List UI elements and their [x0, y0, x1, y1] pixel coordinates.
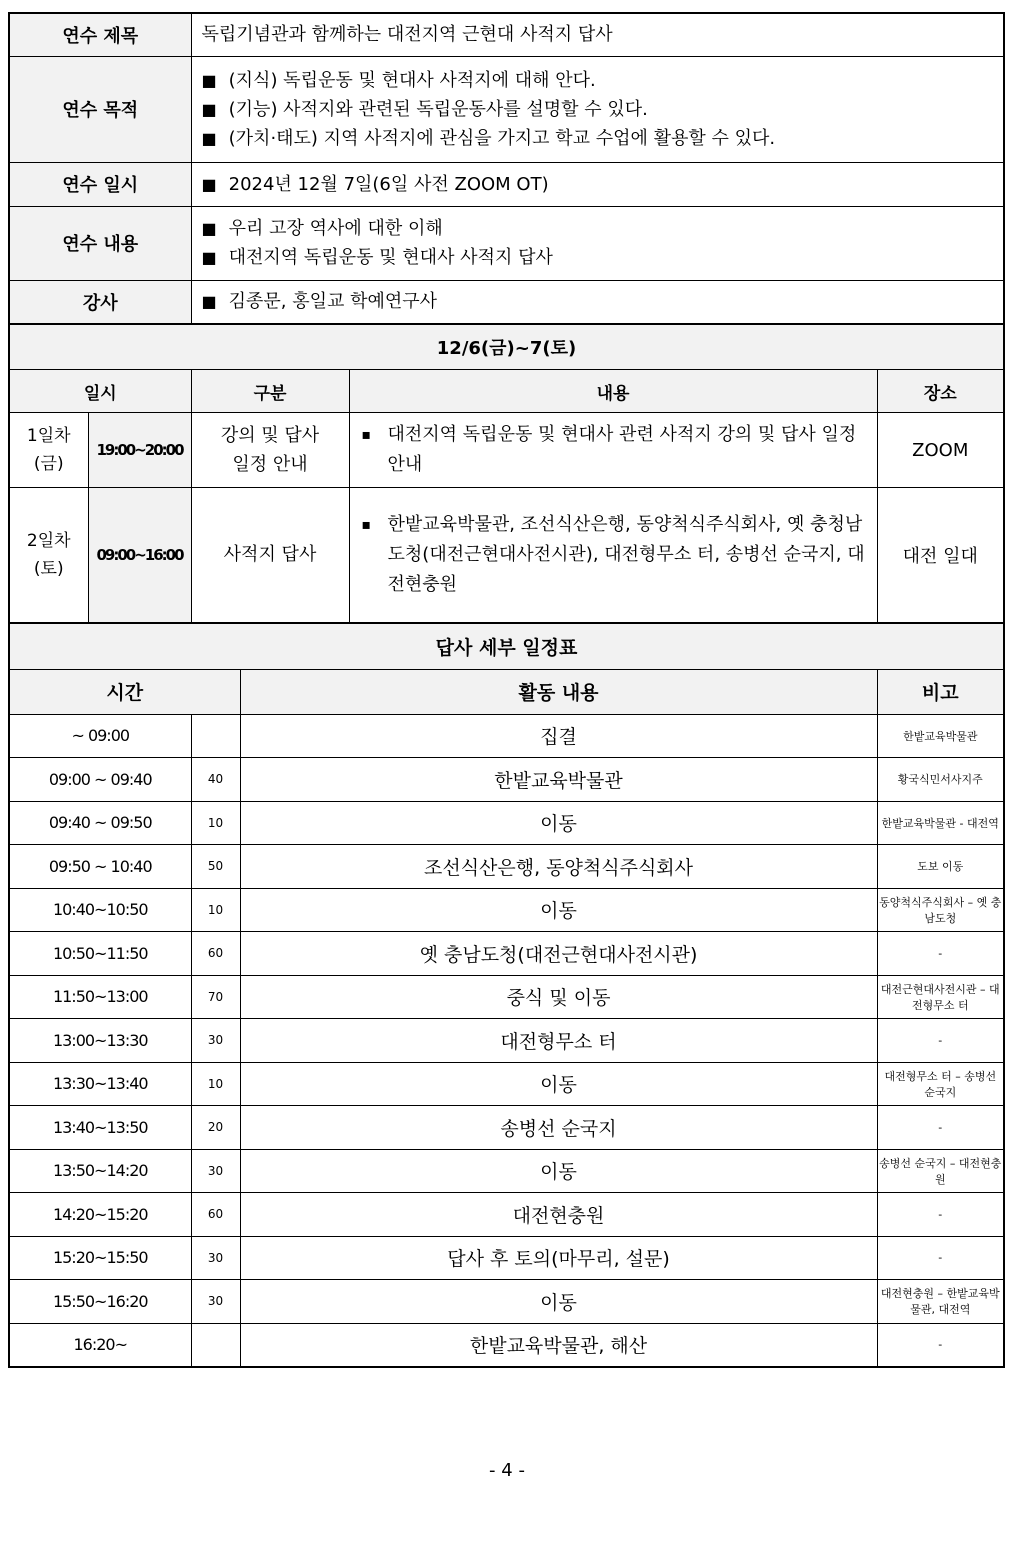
- detail-minutes: 70: [191, 975, 240, 1019]
- schedule-row: [9, 413, 1004, 488]
- info-line: ■ (가치·태도) 지역 사적지에 관심을 가지고 학교 수업에 활용할 수 있다.: [202, 124, 994, 153]
- detail-activity: 이동: [240, 888, 877, 932]
- detail-activity: 이동: [240, 1280, 877, 1324]
- detail-note: -: [877, 1236, 1004, 1280]
- detail-row: [9, 1323, 1004, 1367]
- schedule-day: [9, 413, 88, 488]
- info-label: 연수 일시: [9, 162, 191, 206]
- info-label: 연수 내용: [9, 206, 191, 280]
- detail-header-note: 비고: [877, 669, 1004, 714]
- schedule-content-text: 대전지역 독립운동 및 현대사 관련 사적지 강의 및 답사 일정 안내: [387, 424, 857, 475]
- schedule-day-weekday: (금): [33, 454, 64, 474]
- info-value: [191, 162, 1004, 206]
- info-line: ■ 2024년 12월 7일(6일 사전 ZOOM OT): [202, 170, 994, 199]
- detail-note: 한밭교육박물관: [877, 714, 1004, 758]
- schedule-section: [9, 324, 1004, 623]
- detail-note: 황국식민서사지주: [877, 758, 1004, 802]
- detail-time: 11:50~13:00: [9, 975, 191, 1019]
- detail-minutes: 60: [191, 1193, 240, 1237]
- info-row-date: [9, 162, 1004, 206]
- info-section: [9, 13, 1004, 324]
- detail-note: 동양척식주식회사 – 옛 충남도청: [877, 888, 1004, 932]
- detail-note: -: [877, 1019, 1004, 1063]
- detail-activity: 한밭교육박물관, 해산: [240, 1323, 877, 1367]
- detail-header-row: [9, 669, 1004, 714]
- schedule-day-weekday: (토): [33, 558, 64, 579]
- info-value: [191, 13, 1004, 56]
- info-line: 독립기념관과 함께하는 대전지역 근현대 사적지 답사: [201, 24, 613, 46]
- detail-time: 13:30~13:40: [9, 1062, 191, 1106]
- bullet-icon: ▪: [361, 427, 372, 443]
- detail-minutes: 40: [191, 758, 240, 802]
- info-label: 연수 제목: [9, 13, 191, 56]
- schedule-header-content: 내용: [349, 370, 877, 413]
- schedule-content: [349, 488, 877, 623]
- detail-header-activity: 활동 내용: [240, 669, 877, 714]
- detail-time: 14:20~15:20: [9, 1193, 191, 1237]
- schedule-day: [9, 488, 88, 623]
- detail-note: 대전형무소 터 – 송병선 순국지: [877, 1062, 1004, 1106]
- schedule-content-item: [362, 510, 867, 600]
- schedule-header-row: [9, 370, 1004, 413]
- schedule-header-type: 구분: [191, 370, 349, 413]
- detail-minutes: 10: [191, 801, 240, 845]
- schedule-place: ZOOM: [877, 413, 1004, 488]
- info-value: [191, 206, 1004, 280]
- detail-activity: 송병선 순국지: [240, 1106, 877, 1150]
- detail-activity: 조선식산은행, 동양척식주식회사: [240, 845, 877, 889]
- schedule-day-label: 2일차: [26, 530, 71, 551]
- detail-minutes: 10: [191, 888, 240, 932]
- detail-minutes: [191, 1323, 240, 1367]
- detail-time: 16:20~: [9, 1323, 191, 1367]
- page-number: - 4 -: [489, 1460, 525, 1481]
- detail-note: 대전현충원 – 한밭교육박물관, 대전역: [877, 1280, 1004, 1324]
- detail-row: [9, 932, 1004, 976]
- detail-minutes: 30: [191, 1019, 240, 1063]
- info-value: [191, 280, 1004, 324]
- schedule-content-text: 한밭교육박물관, 조선식산은행, 동양척식주식회사, 옛 충청남도청(대전근현대사전시관), 대전형무소 터, 송병선 순국지, 대전현충원: [387, 513, 865, 595]
- detail-minutes: [191, 714, 240, 758]
- detail-time: 13:40~13:50: [9, 1106, 191, 1150]
- detail-row: [9, 1236, 1004, 1280]
- schedule-header-date: 일시: [9, 370, 191, 413]
- info-line: ■ 김종문, 홍일교 학예연구사: [202, 287, 994, 316]
- info-line: ■ 대전지역 독립운동 및 현대사 사적지 답사: [202, 243, 994, 272]
- info-row-title: [9, 13, 1004, 56]
- detail-minutes: 50: [191, 845, 240, 889]
- detail-activity: 집결: [240, 714, 877, 758]
- detail-row: [9, 1062, 1004, 1106]
- detail-row: [9, 758, 1004, 802]
- detail-minutes: 30: [191, 1280, 240, 1324]
- detail-rows: [9, 714, 1004, 1367]
- info-label: 연수 목적: [9, 56, 191, 162]
- detail-note: 대전근현대사전시관 – 대전형무소 터: [877, 975, 1004, 1019]
- detail-row: [9, 975, 1004, 1019]
- schedule-content: [349, 413, 877, 488]
- info-line: ■ (기능) 사적지와 관련된 독립운동사를 설명할 수 있다.: [202, 95, 994, 124]
- detail-row: [9, 1019, 1004, 1063]
- schedule-type: [191, 488, 349, 623]
- detail-note: -: [877, 932, 1004, 976]
- detail-header-time: 시간: [9, 669, 240, 714]
- detail-time: ~ 09:00: [9, 714, 191, 758]
- detail-activity: 한밭교육박물관: [240, 758, 877, 802]
- schedule-type: [191, 413, 349, 488]
- detail-section: [9, 623, 1004, 715]
- detail-time: 13:50~14:20: [9, 1149, 191, 1193]
- training-table: [8, 12, 1005, 1368]
- detail-activity: 옛 충남도청(대전근현대사전시관): [240, 932, 877, 976]
- info-value: [191, 56, 1004, 162]
- detail-note: -: [877, 1323, 1004, 1367]
- schedule-place: 대전 일대: [877, 488, 1004, 623]
- schedule-row: [9, 488, 1004, 623]
- detail-activity: 이동: [240, 1062, 877, 1106]
- detail-activity: 대전현충원: [240, 1193, 877, 1237]
- detail-row: [9, 801, 1004, 845]
- schedule-day-label: 1일차: [26, 426, 71, 446]
- detail-note: -: [877, 1106, 1004, 1150]
- info-label: 강사: [9, 280, 191, 324]
- info-row-instructor: [9, 280, 1004, 324]
- detail-time: 09:40 ~ 09:50: [9, 801, 191, 845]
- detail-time: 10:40~10:50: [9, 888, 191, 932]
- detail-minutes: 60: [191, 932, 240, 976]
- detail-time: 15:20~15:50: [9, 1236, 191, 1280]
- schedule-time: 09:00~16:00: [88, 488, 191, 623]
- detail-minutes: 10: [191, 1062, 240, 1106]
- info-line: ■ (지식) 독립운동 및 현대사 사적지에 대해 안다.: [202, 66, 994, 95]
- detail-activity: 이동: [240, 801, 877, 845]
- schedule-content-item: [362, 420, 867, 480]
- schedule-header-place: 장소: [877, 370, 1004, 413]
- detail-activity: 답사 후 토의(마무리, 설문): [240, 1236, 877, 1280]
- info-row-content: [9, 206, 1004, 280]
- detail-note: -: [877, 1193, 1004, 1237]
- schedule-title-row: [9, 324, 1004, 370]
- bullet-icon: ▪: [361, 516, 372, 533]
- detail-time: 09:50 ~ 10:40: [9, 845, 191, 889]
- schedule-title: 12/6(금)~7(토): [9, 324, 1004, 370]
- detail-time: 13:00~13:30: [9, 1019, 191, 1063]
- schedule-type-line: 일정 안내: [232, 454, 308, 475]
- detail-row: [9, 888, 1004, 932]
- schedule-type-line: 강의 및 답사: [220, 425, 320, 446]
- info-row-purpose: [9, 56, 1004, 162]
- detail-time: 15:50~16:20: [9, 1280, 191, 1324]
- detail-minutes: 20: [191, 1106, 240, 1150]
- document-sheet: [8, 12, 1003, 1368]
- detail-row: [9, 1106, 1004, 1150]
- detail-row: [9, 714, 1004, 758]
- detail-row: [9, 1149, 1004, 1193]
- info-line: ■ 우리 고장 역사에 대한 이해: [202, 214, 994, 243]
- detail-row: [9, 1193, 1004, 1237]
- detail-minutes: 30: [191, 1149, 240, 1193]
- detail-minutes: 30: [191, 1236, 240, 1280]
- detail-note: 도보 이동: [877, 845, 1004, 889]
- detail-title-row: [9, 623, 1004, 670]
- detail-row: [9, 845, 1004, 889]
- detail-row: [9, 1280, 1004, 1324]
- detail-time: 10:50~11:50: [9, 932, 191, 976]
- detail-activity: 이동: [240, 1149, 877, 1193]
- detail-time: 09:00 ~ 09:40: [9, 758, 191, 802]
- detail-title: 답사 세부 일정표: [9, 623, 1004, 670]
- detail-activity: 중식 및 이동: [240, 975, 877, 1019]
- schedule-time: 19:00~20:00: [88, 413, 191, 488]
- detail-activity: 대전형무소 터: [240, 1019, 877, 1063]
- detail-note: 한밭교육박물관 - 대전역: [877, 801, 1004, 845]
- detail-note: 송병선 순국지 – 대전현충원: [877, 1149, 1004, 1193]
- schedule-type-line: 사적지 답사: [223, 544, 317, 566]
